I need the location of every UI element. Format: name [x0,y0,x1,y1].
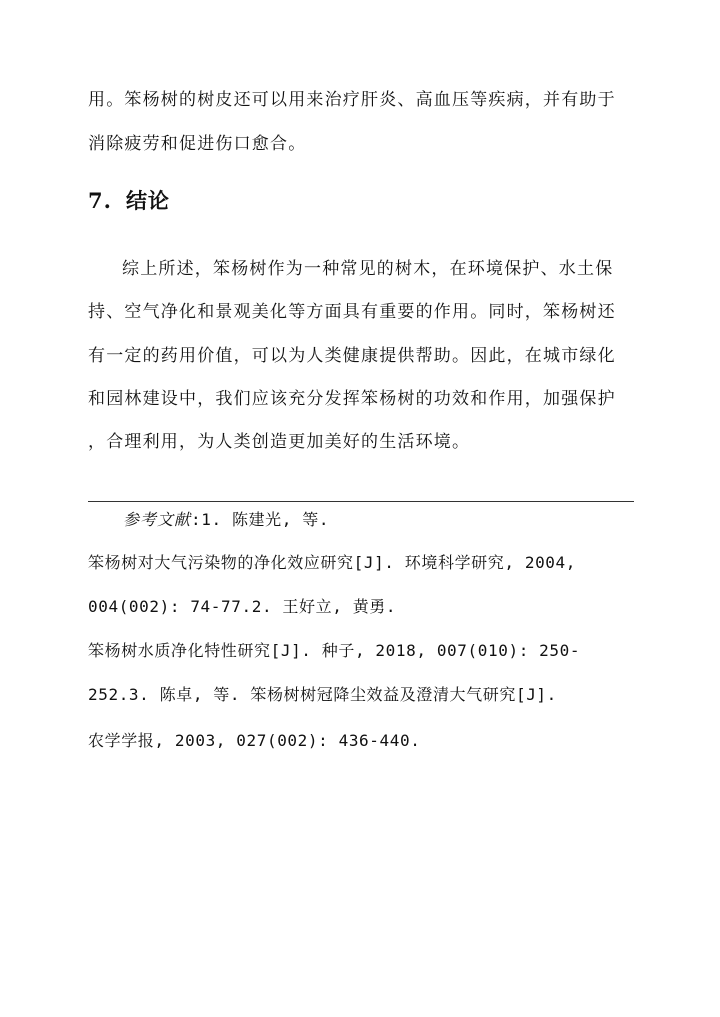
reference-line: 004(002): 74-77.2. 王好立, 黄勇. [88,597,397,616]
reference-line: 252.3. 陈卓, 等. 笨杨树树冠降尘效益及澄清大气研究[J]. [88,685,557,704]
reference-line: 农学学报, 2003, 027(002): 436-440. [88,731,421,750]
section-title: 结论 [125,188,170,213]
body-text-line: ，合理利用，为人类创造更加美好的生活环境。 [88,432,471,452]
body-text-line: 持、空气净化和景观美化等方面具有重要的作用。同时，笨杨树还 [88,302,616,322]
references-first-line [123,509,329,531]
body-text-line: 和园林建设中，我们应该充分发挥笨杨树的功效和作用，加强保护 [88,389,616,409]
reference-line: 笨杨树水质净化特性研究[J]. 种子, 2018, 007(010): 250- [88,641,581,660]
section-heading [88,187,170,215]
body-text-line: 用。笨杨树的树皮还可以用来治疗肝炎、高血压等疾病，并有助于 [88,90,616,110]
reference-text: :1. 陈建光, 等. [191,510,330,529]
body-text-line: 综上所述，笨杨树作为一种常见的树木，在环境保护、水土保 [122,259,614,279]
reference-line: 笨杨树对大气污染物的净化效应研究[J]. 环境科学研究, 2004, [88,553,576,572]
references-label: 参考文献 [123,510,192,529]
body-text-line: 有一定的药用价值，可以为人类健康提供帮助。因此，在城市绿化 [88,346,616,366]
section-number: 7. [88,188,112,213]
footnote-divider [88,501,634,502]
body-text-line: 消除疲劳和促进伤口愈合。 [88,134,307,154]
